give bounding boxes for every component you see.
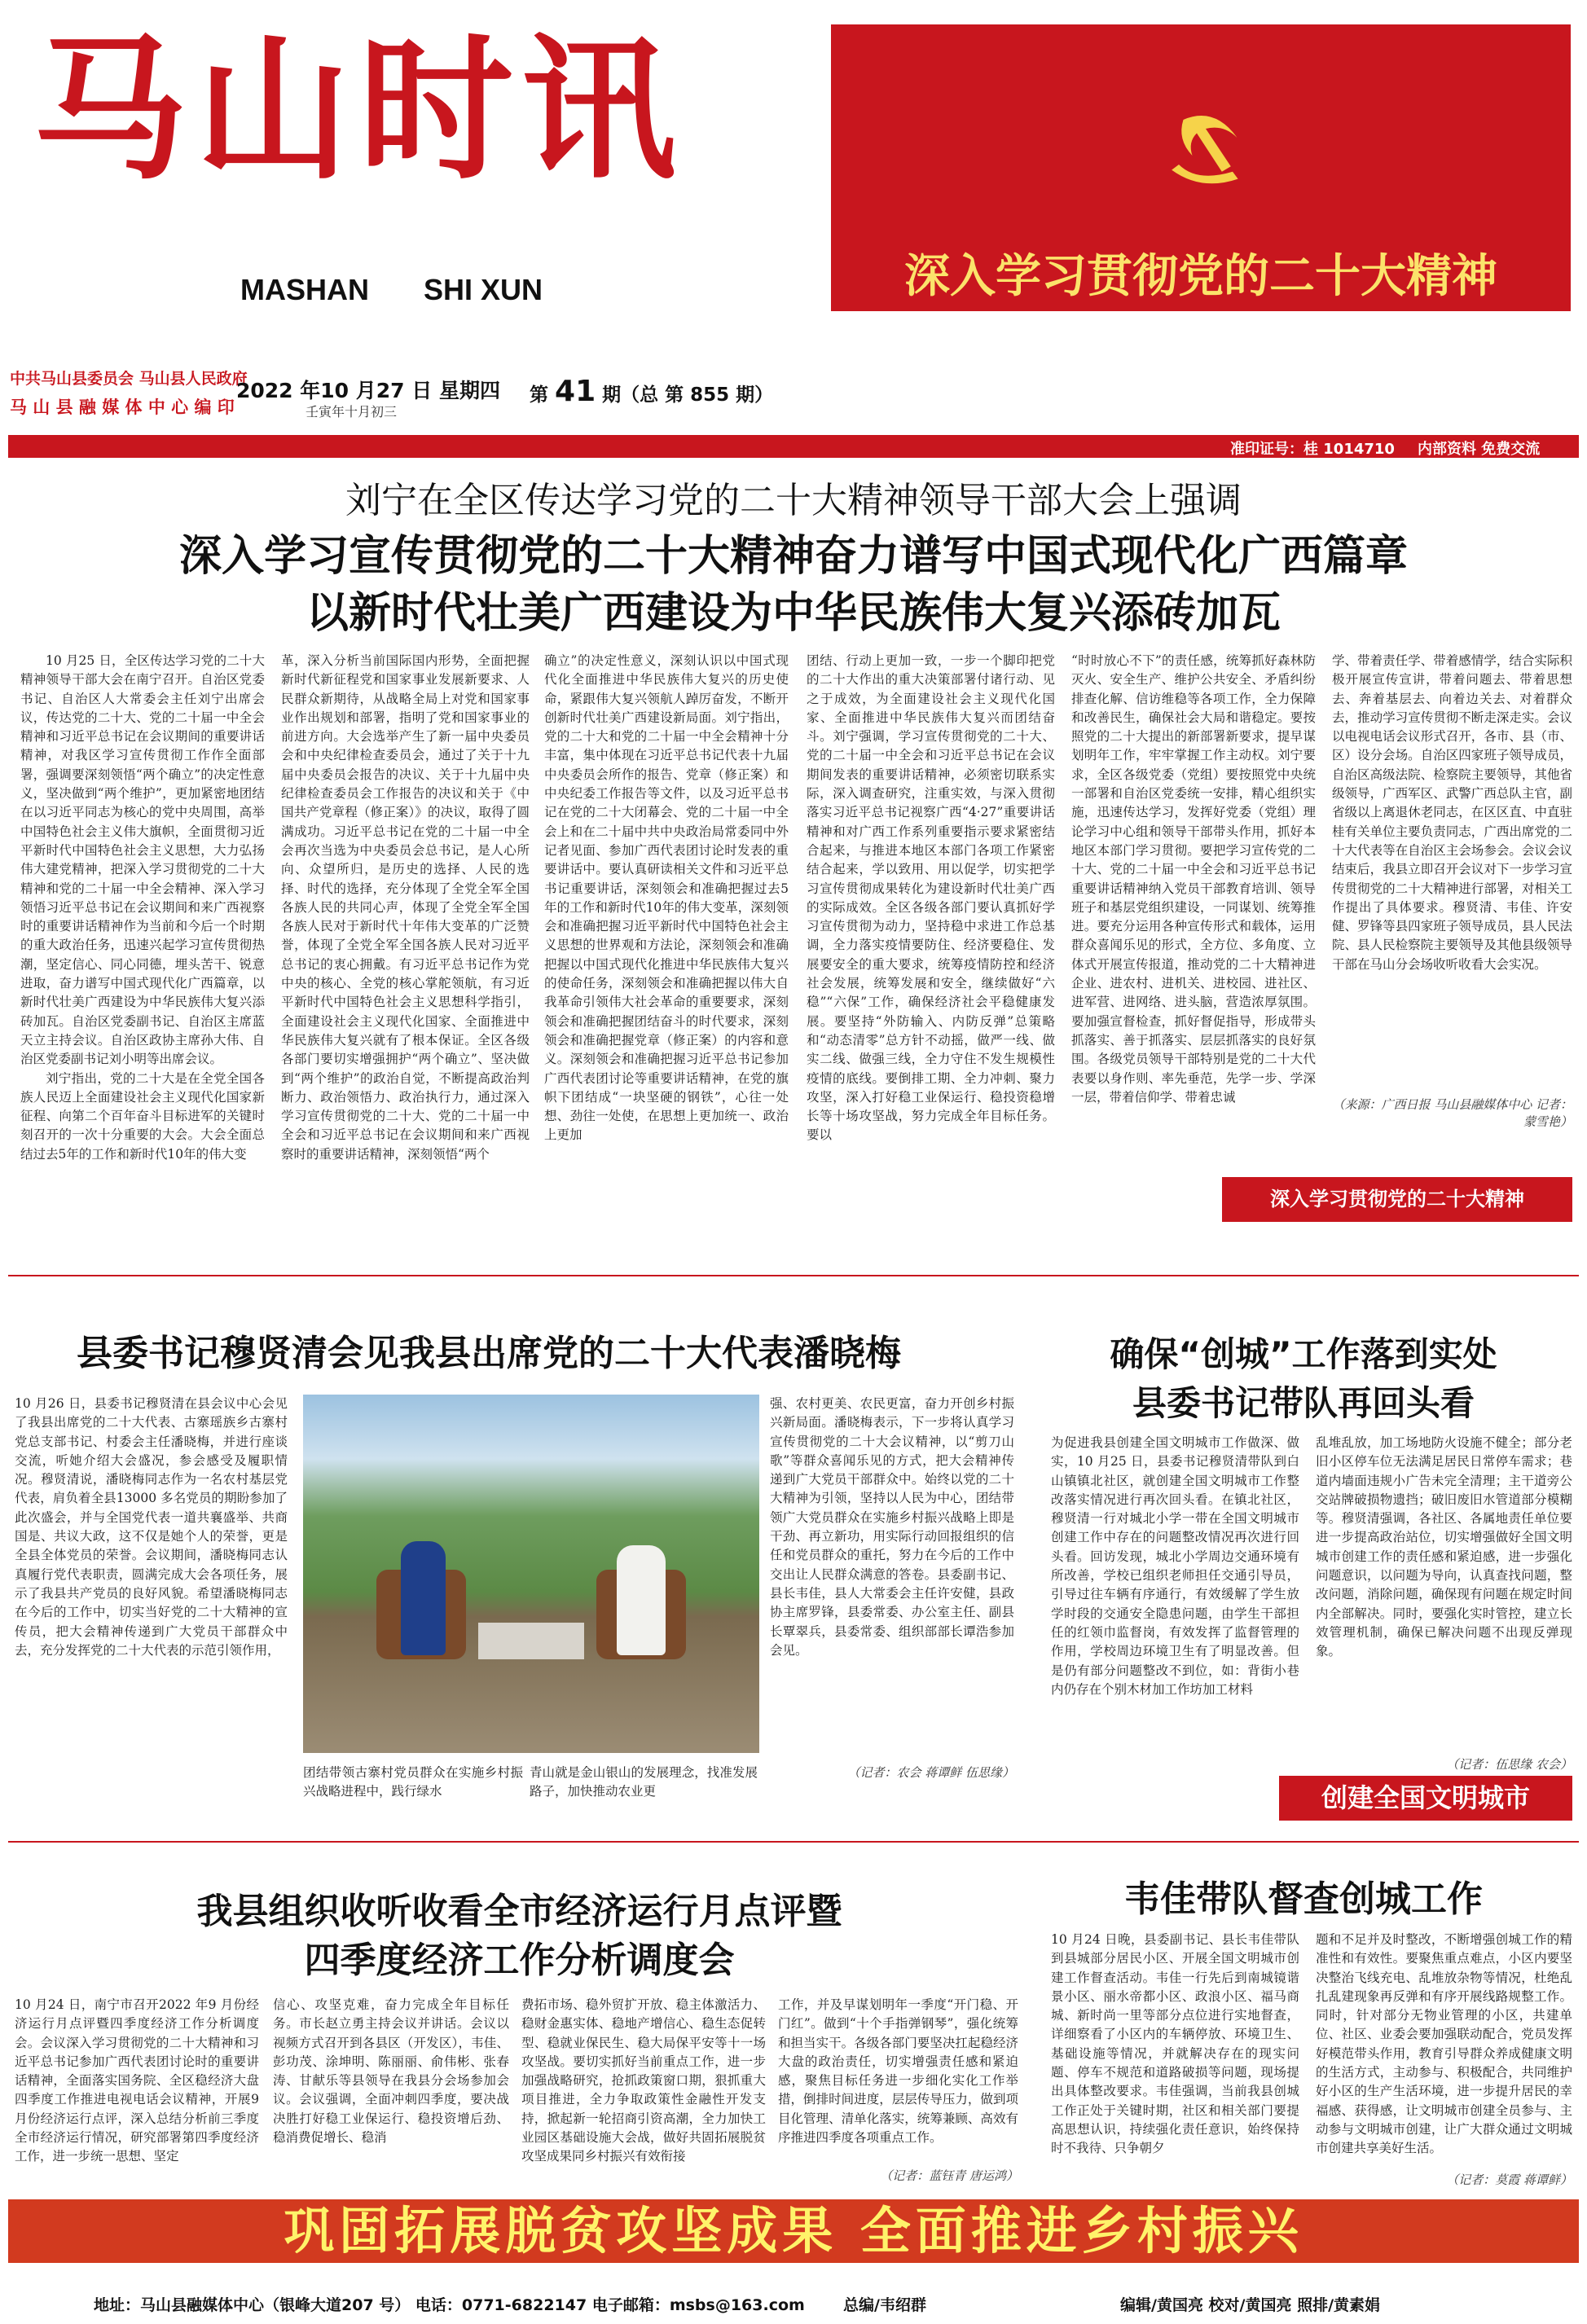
article5-byline: （记者：莫霞 蒋谭鲜） <box>1446 2172 1572 2187</box>
issue-no: 41 <box>555 375 596 408</box>
masthead-title: 马山时讯 <box>33 19 685 200</box>
permit-number: 准印证号：桂 1014710 <box>1230 441 1395 458</box>
info-bar <box>8 435 1579 458</box>
divider <box>8 1275 1579 1276</box>
lead-kicker: 刘宁在全区传达学习党的二十大精神领导干部大会上强调 <box>345 480 1242 521</box>
lunar-date: 壬寅年十月初三 <box>306 404 398 420</box>
article5-title: 韦佳带队督查创城工作 <box>1124 1878 1483 1920</box>
internal-note: 内部资料 免费交流 <box>1418 441 1541 458</box>
article2-right: 强、农村更美、农民更富，奋力开创乡村振兴新局面。潘晓梅表示，下一步将认真学习宣传贯彻党的二十大会议精神，以“剪刀山歌”等群众喜闻乐见的方式，把大会精神传递到广大党员干部群众中。始终以党的二十大精神为引领，坚持以人民为中心，团结带领广大党员群众在实施乡村振兴战略上即是干劲、再立新功，用实际行动回报组织的信任和党员群众的重托，努力在今后的工作中交出让人民群众满意的答卷。县委副书记、县长韦佳，县人大常委会主任许安健，县政协主席罗锋，县委常委、办公室主任、副县长覃翠兵，县委常委、组织部部长谭浩参加会见。 <box>770 1396 1014 1658</box>
lead-column <box>20 652 265 1259</box>
article3-right: 乱堆乱放，加工场地防火设施不健全；部分老旧小区停车位无法满足居民日常停车需求；巷道内墙面违规小广告未完全清理；主干道旁公交站牌破损物遗挡；破旧废旧水管道部分模糊等。穆贤清强调，各社区、各属地责任单位要进一步提高政治站位，切实增强做好全国文明城市创建工作的责任感和紧迫感，进一步强化问题意识，以问题为导向，认真查找问题，整改问题，消除问题，确保现有问题在规定时间内全部解决。同时，要强化实时管控，建立长效管理机制，确保已解决问题不出现反弹现象。 <box>1316 1435 1572 1659</box>
article4-title-1: 我县组织收听收看全市经济运行月点评暨 <box>196 1891 842 1932</box>
article4-column: 工作，并及早谋划明年一季度“开门稳、开门红”。做到“十个手指弹钢琴”，强化统筹和担当实干。各级各部门要坚决扛起稳经济大盘的政治责任，切实增强责任感和紧迫感，聚焦目标任务进一步细化实化工作举措，倒排时间进度，层层传导压力，做到项目化管理、清单化落实，统筹兼顾、高效有序推进四季度各项重点工作。 <box>778 1997 1018 2146</box>
tea-table <box>478 1623 584 1659</box>
issue-suffix: 期（总 第 855 期） <box>602 384 774 406</box>
article4-title-2: 四季度经济工作分析调度会 <box>304 1940 735 1981</box>
article3-left: 为促进我县创建全国文明城市工作做深、做实，10 月25 日，县委书记穆贤清带队到白山镇镇北社区，就创建全国文明城市工作整改落实情况进行再次回头看。在镇北社区，穆贤清一行对城北小学一带在全国文明城市创建工作中存在的问题整改情况再次进行回头看。回访发现，城北小学周边交通环境有所改善，学校已组织老师担任交通引导员，引导过往车辆有序通行，有效缓解了学生放学时段的交通安全隐患问题，由学生干部担任的红领巾监督岗，有效发挥了监督管理的作用，学校周边环境卫生有了明显改善。但是仍有部分问题整改不到位，如：背街小巷内仍存在个别木材加工作坊加工材料 <box>1051 1435 1299 1697</box>
sponsor-line: 马 山 县 融 媒 体 中 心 编 印 <box>10 398 235 417</box>
lead-title-1: 深入学习宣传贯彻党的二十大精神奋力谱写中国式现代化广西篇章 <box>178 532 1408 581</box>
article5-column: 题和不足并及时整改，不断增强创城工作的精准性和有效性。要聚焦重点难点，小区内要坚决整治飞线充电、乱堆放杂物等情况，杜绝乱扎乱建现象再反弹和有序开展线路规整工作。同时，针对部分无物业管理的小区，共建单位、社区、业委会要加强联动配合，党员发挥好模范带头作用，教育引导群众养成健康文明的生活方式，主动参与、积极配合，共同维护好小区的生产生活环境，进一步提升居民的幸福感、获得感，让文明城市创建全员参与、主动参与文明城市创建，让广大群众通过文明城市创建共享美好生活。 <box>1316 1932 1572 2156</box>
article2-caption: 团结带领古寨村党员群众在实施乡村振兴战略进程中，践行绿水 <box>303 1765 523 1799</box>
article4-byline: （记者：蓝钰青 唐运鸿） <box>880 2168 1018 2183</box>
article4-column: 信心、攻坚克难，奋力完成全年目标任务。市长赵立勇主持会议并讲话。会议以视频方式召开到各县区（开发区），韦佳、彭功茂、涂坤明、陈丽丽、俞伟彬、张春涛、甘献乐等县领导在我县分会场参加会议。会议强调，全面冲刺四季度，要决战决胜打好稳工业保运行、稳投资增后劲、稳消费促增长、稳消 <box>273 1997 509 2146</box>
footer-chief-editor: 总编/韦绍群 <box>843 2296 926 2314</box>
lead-column: “时时放心不下”的责任感，统筹抓好森林防灭火、安全生产、维护公共安全、矛盾纠纷排查化解、信访维稳等各项工作，全力保障和改善民生，确保社会大局和谐稳定。要按照党的二十大提出的新部署新要求，提早谋划明年工作，牢牢掌握工作主动权。刘宁要求，全区各级党委（党组）要按照党中央统一部署和自治区党委统一安排，精心组织实施，迅速传达学习，发挥好党委（党组）理论学习中心组和领导干部带头作用，抓好本地区本部门学习贯彻。要把学习宣传党的二十大、党的二十届一中全会和习近平总书记重要讲话精神纳入党员干部教育培训、领导班子和基层党组织建设，一同谋划、统筹推进。要充分运用各种宣传形式和载体，运用群众喜闻乐见的形式，全方位、多角度、立体式开展宣传报道，推动党的二十大精神进企业、进农村、进机关、进校园、进社区、进军营、进网络、进头脑，营造浓厚氛围。要加强宣督检查，抓好督促指导，形成带头抓落实、善于抓落实、层层抓落实的良好氛围。各级党员领导干部特别是党的二十大代表要以身作则、率先垂范，先学一步、学深一层，带着信仰学、带着忠诚 <box>1071 653 1316 1105</box>
article3-title-2: 县委书记带队再回头看 <box>1132 1383 1475 1423</box>
issue-date: 2022 年10 月27 日 星期四 <box>236 379 500 402</box>
article3-byline: （记者：伍思缘 农会） <box>1446 1757 1572 1772</box>
person-left <box>401 1541 446 1655</box>
lead-title-2: 以新时代壮美广西建设为中华民族伟大复兴添砖加瓦 <box>306 589 1281 638</box>
footer-address: 地址：马山县融媒体中心（银峰大道207 号） 电话：0771-6822147 电子邮箱：msbs@163.com <box>94 2296 805 2314</box>
lead-column: 确立”的决定性意义，深刻认识以中国式现代化全面推进中华民族伟大复兴的历史使命，紧跟伟大复兴领航人踔厉奋发，不断开创新时代壮美广西建设新局面。刘宁指出，党的二十大和党的二十届一中全会精神十分丰富，集中体现在习近平总书记代表十九届中央委员会所作的报告、党章（修正案）和中央纪委工作报告等文件，以及习近平总书记在党的二十大闭幕会、党的二十届一中全会上和在二十届中共中央政治局常委同中外记者见面、参加广西代表团讨论时发表的重要讲话中。要认真研读相关文件和习近平总书记重要讲话，深刻领会和准确把握过去5年的工作和新时代10年的伟大变革，深刻领会和准确把握习近平新时代中国特色社会主义思想的世界观和方法论，深刻领会和准确把握以中国式现代化推进中华民族伟大复兴的使命任务，深刻领会和准确把握以伟大自我革命引领伟大社会革命的重要要求，深刻领会和准确把握团结奋斗的时代要求，深刻领会和准确把握党章（修正案）的内容和意义。深刻领会和准确把握习近平总书记参加广西代表团讨论等重要讲话精神，在党的旗帜下团结成“一块坚硬的钢铁”，心往一处想、劲往一处使，在思想上更加统一、政治上更加 <box>544 653 789 1143</box>
issue-prefix: 第 <box>530 384 548 406</box>
person-right <box>617 1545 666 1655</box>
banner-slogan: 深入学习贯彻党的二十大精神 <box>904 250 1497 303</box>
article2-title: 县委书记穆贤清会见我县出席党的二十大代表潘晓梅 <box>77 1333 901 1374</box>
article2-byline: （记者：农会 蒋谭鲜 伍思缘） <box>847 1765 1014 1780</box>
article2-caption: 青山就是金山银山的发展理念，找准发展路子，加快推动农业更 <box>530 1765 758 1799</box>
meeting-photo <box>303 1395 759 1753</box>
lead-paragraph: 刘宁指出，党的二十大是在全党全国各族人民迈上全面建设社会主义现代化国家新征程、向第二个百年奋斗目标进军的关键时刻召开的一次十分重要的大会。大会全面总结过去5年的工作和新时代10年的伟大变 <box>20 1070 265 1162</box>
footer-slogan: 巩固拓展脱贫攻坚成果 全面推进乡村振兴 <box>8 2199 1579 2263</box>
divider <box>8 1841 1579 1843</box>
theme-banner <box>831 24 1571 311</box>
footer-editors: 编辑/黄国亮 校对/黄国亮 照排/黄素娟 <box>1120 2296 1381 2314</box>
sponsor-line: 中共马山县委员会 马山县人民政府 <box>10 370 248 388</box>
article5-column: 10 月24 日晚，县委副书记、县长韦佳带队到县城部分居民小区、开展全国文明城市创建工作督查活动。韦佳一行先后到南城镜谐景小区、丽水帝都小区、政浪小区、福马商城、新时尚一里等部分点位进行实地督查，详细察看了小区内的车辆停放、环境卫生、基础设施等情况，并就解决存在的现实问题、停车不规范和道路破损等问题，现场提出具体整改要求。韦佳强调，当前我县创城工作正处于关键时期，社区和相关部门要提高思想认识，持续强化责任意识，始终保持时不我待、只争朝夕 <box>1051 1932 1299 2156</box>
article4-column: 费拓市场、稳外贸扩开放、稳主体激活力、稳财金惠实体、稳地产增信心、稳生态促转型、稳就业保民生、稳大局保平安等十一场攻坚战。要切实抓好当前重点工作，进一步加强战略研究，抢抓政策窗口期，狠抓重大项目推进，全力争取政策性金融性开发支持，掀起新一轮招商引资高潮，全力加快工业园区基础设施大会战，做好共固拓展脱贫攻坚成果同乡村振兴有效衔接 <box>521 1997 766 2164</box>
lead-column: 学、带着责任学、带着感情学，结合实际积极开展宣传宣讲，带着问题去、带着思想去、奔着基层去、向着边关去、对着群众去，推动学习宣传贯彻不断走深走实。会议以电视电话会议形式召开，各市、县（市、区）设分会场。自治区四家班子领导成员，自治区高级法院、检察院主要领导，其他省级领导，广西军区、武警广西总队主官，副省级以上离退休老同志，在区区直、中直驻桂有关单位主要负责同志，广西出席党的二十大代表等在自治区主会场参会。会议会议结束后，我县立即召开会议对下一步学习宣传贯彻党的二十大精神进行部署，对相关工作提出了具体要求。穆贤清、韦佳、许安健、罗锋等县四家班子领导成员，县人民法院、县人民检察院主要领导及其他县级领导干部在马山分会场收听收看大会实况。 <box>1332 653 1572 972</box>
article3-title-1: 确保“创城”工作落到实处 <box>1110 1334 1497 1374</box>
masthead-en-right: SHI XUN <box>424 273 543 306</box>
lead-tag: 深入学习贯彻党的二十大精神 <box>1222 1177 1572 1222</box>
lead-column: 革，深入分析当前国际国内形势，全面把握新时代新征程党和国家事业发展新要求、人民群众新期待，从战略全局上对党和国家事业作出规划和部署，指明了党和国家事业的前进方向。大会选举产生了新一届中央委员会和中央纪律检查委员会，通过了关于十九届中央委员会报告的决议、关于十九届中央纪律检查委员会工作报告的决议和关于《中国共产党章程（修正案）》的决议，取得了圆满成功。习近平总书记在党的二十届一中全会再次当选为中央委员会总书记，是人心所向、众望所归，是历史的选择、人民的选择、时代的选择，充分体现了全党全军全国各族人民的共同心声，体现了全党全军全国各族人民对于新时代十年伟大变革的广泛赞誉，体现了全党全军全国各族人民对习近平总书记的衷心拥戴。有习近平总书记作为党中央的核心、全党的核心掌舵领航，有习近平新时代中国特色社会主义思想科学指引，全面建设社会主义现代化国家、全面推进中华民族伟大复兴就有了根本保证。全区各级各部门要切实增强拥护“两个确立”、坚决做到“两个维护”的政治自觉，不断提高政治判断力、政治领悟力、政治执行力，通过深入学习宣传贯彻党的二十大、党的二十届一中全会和习近平总书记在会议期间和来广西视察时的重要讲话精神，深刻领悟“两个 <box>281 653 530 1162</box>
article3-tag: 创建全国文明城市 <box>1279 1776 1572 1821</box>
article2-left: 10 月26 日，县委书记穆贤清在县会议中心会见了我县出席党的二十大代表、古寨瑶族乡古寨村党总支部书记、村委会主任潘晓梅，并进行座谈交流，听她介绍大会盛况，参会感受及履职情况。穆贤清说，潘晓梅同志作为一名农村基层党代表，肩负着全县13000 多名党员的期盼参加了此次盛会，并与全国党代表一道共襄盛举、共商国是、共议大政，这不仅是她个人的荣誉，更是全县全体党员的荣誉。会议期间，潘晓梅同志认真履行党代表职责，圆满完成大会各项任务，展示了我县共产党员的良好风貌。希望潘晓梅同志在今后的工作中，切实当好党的二十大精神的宣传员，把大会精神传递到广大党员干部群众中去，充分发挥党的二十大代表的示范引领作用， <box>15 1396 288 1658</box>
masthead-en-left: MASHAN <box>240 273 369 306</box>
issue-number <box>530 375 773 408</box>
lead-paragraph: 10 月25 日，全区传达学习党的二十大精神领导干部大会在南宁召开。自治区党委书记、自治区人大常委会主任刘宁出席会议，传达党的二十大、党的二十届一中全会精神和习近平总书记在会议期间的重要讲话精神，对我区学习宣传贯彻工作作全面部署，强调要深刻领悟“两个确立”的决定性意义，坚决做到“两个维护”，更加紧密地团结在以习近平同志为核心的党中央周围，高举中国特色社会主义伟大旗帜，全面贯彻习近平新时代中国特色社会主义思想，大力弘扬伟大建党精神，把深入学习贯彻党的二十大精神和党的二十届一中全会精神、深入学习领悟习近平总书记在会议期间和来广西视察时的重要讲话精神作为当前和今后一个时期的重大政治任务，迅速兴起学习宣传贯彻热潮，坚定信心、同心同德，埋头苦干、锐意进取，奋力谱写中国式现代化广西篇章，以新时代壮美广西建设为中华民族伟大复兴添砖加瓦。自治区党委副书记、自治区主席蓝天立主持会议。自治区政协主席孙大伟、自治区党委副书记刘小明等出席会议。 <box>20 653 265 1067</box>
lead-column: 团结、行动上更加一致，一步一个脚印把党的二十大作出的重大决策部署付诸行动、见之于成效，为全面建设社会主义现代化国家、全面推进中华民族伟大复兴而团结奋斗。刘宁强调，学习宣传贯彻党的二十大、党的二十届一中全会和习近平总书记在会议期间发表的重要讲话精神，必须密切联系实际，深入调查研究，注重实效，与深入贯彻落实习近平总书记视察广西“4·27”重要讲话精神和对广西工作系列重要指示要求紧密结合起来，与推进本地区本部门各项工作紧密结合起来，学以致用、用以促学，切实把学习宣传贯彻成果转化为建设新时代壮美广西的实际成效。全区各级各部门要认真抓好学习宣传贯彻为动力，坚持稳中求进工作总基调，全力落实疫情要防住、经济要稳住、发展要安全的重大要求，统筹疫情防控和经济社会发展，统筹发展和安全，继续做好“六稳”“六保”工作，确保经济社会平稳健康发展。要坚持“外防输入、内防反弹”总策略和“动态清零”总方针不动摇，做严一线、做实二线、做强三线，全力守住不发生规模性疫情的底线。要倒排工期、全力冲刺、聚力攻坚，深入打好稳工业保运行、稳投资稳增长等十场攻坚战，努力完成全年目标任务。要以 <box>807 653 1055 1143</box>
party-emblem-icon <box>1161 102 1251 191</box>
lead-byline: （来源：广西日报 马山县融媒体中心 记者：蒙雪艳） <box>1332 1097 1572 1129</box>
article4-column: 10 月24 日，南宁市召开2022 年9 月份经济运行月点评暨四季度经济工作分析调度会。会议深入学习贯彻党的二十大精神和习近平总书记参加广西代表团讨论时的重要讲话精神，全面落实国务院、全区稳经济大盘四季度工作推进电视电话会议精神，开展9 月份经济运行点评，深入总结分析前三季度全市经济运行情况，研究部署第四季度经济工作，进一步统一思想、坚定 <box>15 1997 259 2164</box>
